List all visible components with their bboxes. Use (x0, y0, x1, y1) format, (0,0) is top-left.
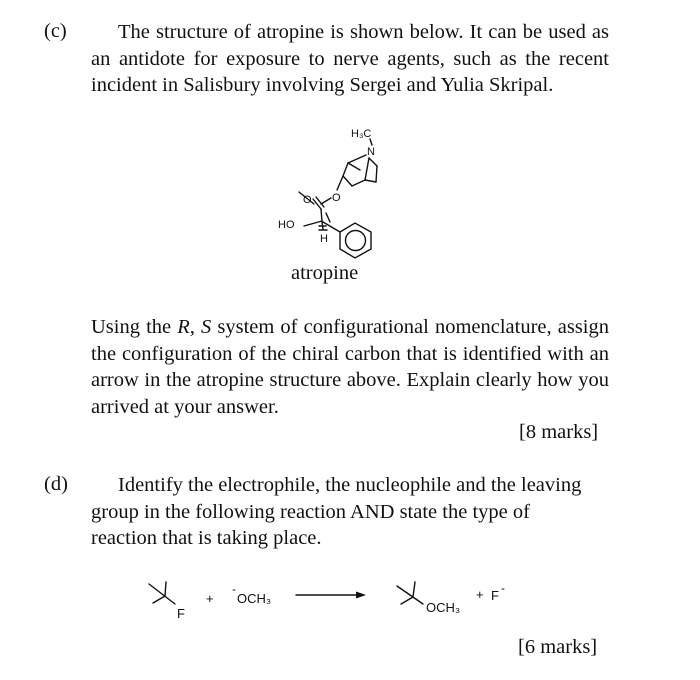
question-c-marks: [8 marks] (519, 421, 599, 443)
nitrogen-label: N (367, 146, 375, 158)
reactant-fluorine: F (177, 606, 185, 621)
question-c-label: (c) (44, 20, 67, 42)
methoxide-charge: - (232, 582, 236, 596)
task-r-letter: R (177, 316, 190, 338)
hydroxyl-label: HO (278, 219, 295, 231)
plus-sign-1: + (206, 591, 214, 606)
ester-oxygen-label: O (332, 192, 341, 204)
compound-name: atropine (291, 262, 359, 284)
question-c-intro: The structure of atropine is shown below. It can be used as an antidote for exposure to nerve agents, such as the recent incident in Salisbury involving Sergei and Yulia Skripal. (91, 21, 609, 96)
hydrogen-label: H (320, 233, 328, 245)
question-d-label: (d) (44, 473, 68, 495)
task-text-end: system of configurational nomenclature, assign the configuration of the chiral carbon that is identified with an arrow in the atropine structure above. Explain clearly how you arrived at your answer. (91, 316, 609, 418)
methyl-label: H₃C (351, 128, 372, 140)
fluoride-charge: - (501, 581, 505, 595)
task-text-start: Using the (91, 316, 178, 338)
methoxide: OCH₃ (237, 591, 272, 606)
task-s-letter: S (201, 316, 212, 338)
question-d-marks: [6 marks] (518, 636, 598, 658)
product-methoxy: OCH₃ (426, 600, 461, 615)
question-d-text: Identify the electrophile, the nucleophile and the leaving group in the following reaction AND state the type of reaction that is taking place. (91, 474, 582, 549)
carbonyl-oxygen-label: O (303, 194, 312, 206)
fluoride-ion: F (491, 588, 499, 603)
task-comma: , (189, 316, 202, 338)
plus-sign-2: + (476, 587, 484, 602)
